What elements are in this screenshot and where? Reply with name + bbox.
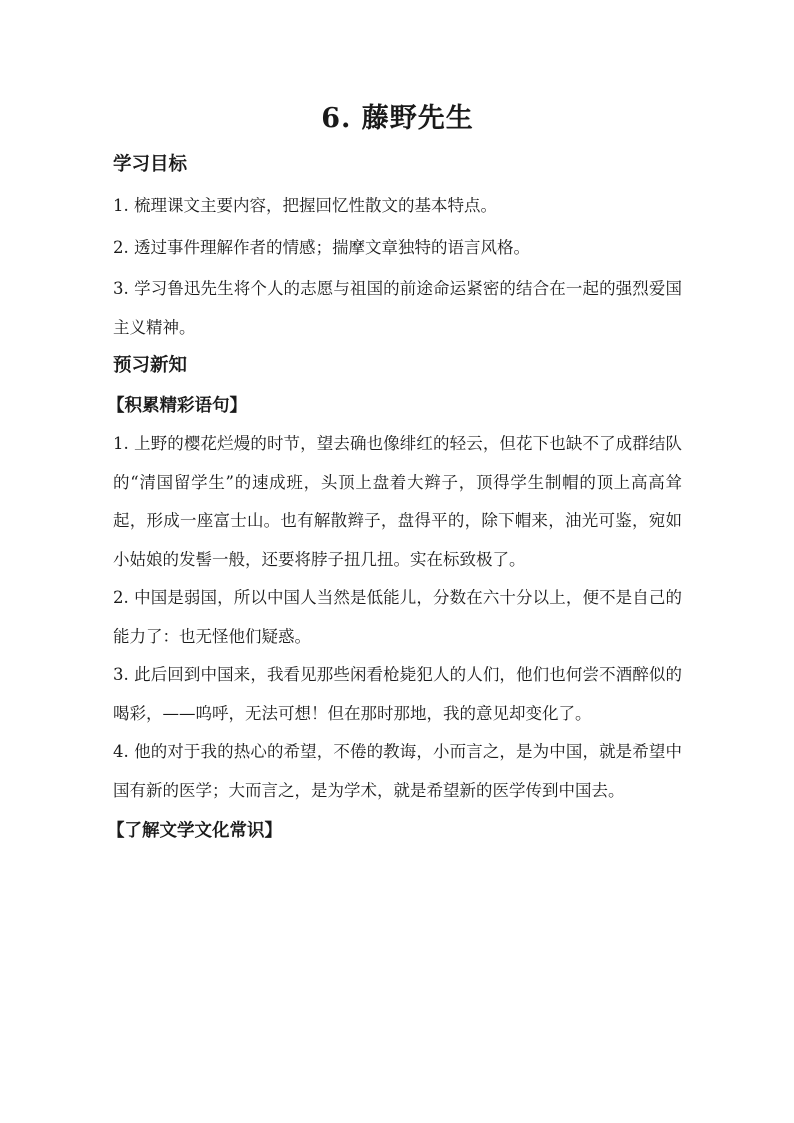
document-title: 6. 藤野先生 xyxy=(321,103,474,134)
subsection-heading-accumulate: 【积累精彩语句】 xyxy=(107,396,247,416)
section-heading-objectives: 学习目标 xyxy=(113,154,188,175)
quote-item-2: 2. 中国是弱国，所以中国人当然是低能儿，分数在六十分以上，便不是自己的能力了：也无怪他们疑惑。 xyxy=(113,588,682,646)
quote-item-3: 3. 此后回到中国来，我看见那些闲看枪毙犯人的人们，他们也何尝不酒醉似的喝彩，——呜呼，无法可想！但在那时那地，我的意见却变化了。 xyxy=(113,665,682,723)
objective-item-3: 3. 学习鲁迅先生将个人的志愿与祖国的前途命运紧密的结合在一起的强烈爱国主义精神。 xyxy=(113,279,682,337)
section-heading-preview: 预习新知 xyxy=(113,355,188,376)
subsection-heading-culture: 【了解文学文化常识】 xyxy=(107,821,282,841)
quote-item-4: 4. 他的对于我的热心的希望，不倦的教诲，小而言之，是为中国，就是希望中国有新的医学；大而言之，是为学术，就是希望新的医学传到中国去。 xyxy=(113,742,682,800)
quote-item-1: 1. 上野的樱花烂熳的时节，望去确也像绯红的轻云，但花下也缺不了成群结队的“清国留学生”的速成班，头顶上盘着大辫子，顶得学生制帽的顶上高高耸起，形成一座富士山。也有解散辫子，盘得平的，除下帽来，油光可鉴，宛如小姑娘的发髻一般，还要将脖子扭几扭。实在标致极了。 xyxy=(113,434,682,569)
objective-item-2: 2. 透过事件理解作者的情感；揣摩文章独特的语言风格。 xyxy=(113,237,530,257)
objective-item-1: 1. 梳理课文主要内容，把握回忆性散文的基本特点。 xyxy=(113,196,497,215)
